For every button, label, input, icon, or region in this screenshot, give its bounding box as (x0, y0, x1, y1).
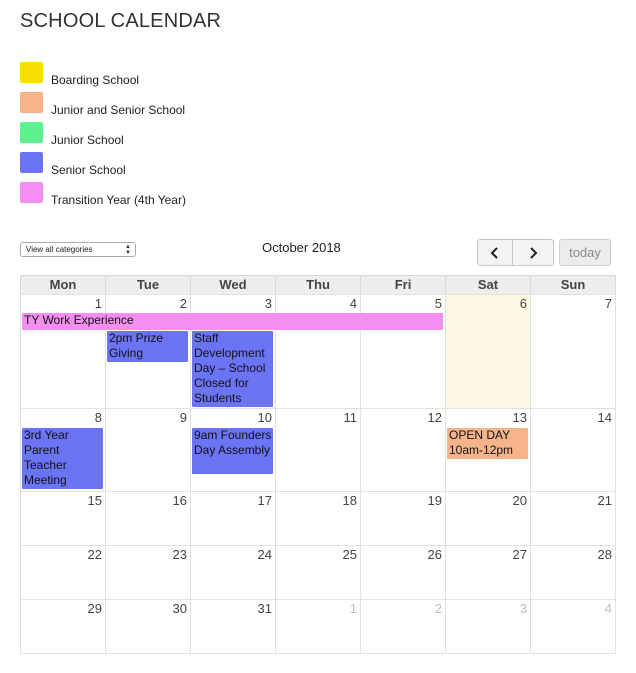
legend-label: Senior School (51, 163, 126, 177)
day-number: 29 (87, 601, 102, 616)
day-number: 12 (427, 410, 442, 425)
day-cell[interactable] (360, 545, 446, 600)
next-month-button[interactable] (513, 239, 554, 266)
day-number: 11 (343, 410, 357, 425)
event-prize-giving[interactable]: 2pm Prize Giving (107, 331, 188, 362)
day-number: 7 (604, 296, 612, 311)
day-number: 4 (604, 601, 612, 616)
day-number: 27 (512, 547, 527, 562)
legend-swatch (20, 92, 43, 113)
legend-swatch (20, 122, 43, 143)
day-number: 21 (597, 493, 612, 508)
day-number: 3 (264, 296, 272, 311)
event-staff-development-day[interactable]: Staff Development Day – School Closed for Students (192, 331, 273, 407)
day-cell[interactable] (190, 545, 276, 600)
event-ty-work-experience[interactable]: TY Work Experience (22, 313, 443, 330)
day-cell[interactable] (20, 599, 106, 654)
page-title: SCHOOL CALENDAR (20, 10, 222, 32)
calendar-grid (20, 275, 616, 654)
day-number: 4 (349, 296, 357, 311)
day-number: 1 (94, 296, 102, 311)
day-number: 2 (434, 601, 442, 616)
category-select[interactable] (20, 242, 136, 257)
event-open-day[interactable]: OPEN DAY 10am-12pm (447, 428, 528, 459)
chevron-right-icon (528, 247, 538, 259)
day-cell[interactable] (530, 408, 616, 492)
day-number: 9 (179, 410, 187, 425)
day-cell[interactable] (105, 491, 191, 546)
day-cell[interactable] (105, 408, 191, 492)
day-cell[interactable] (105, 545, 191, 600)
day-cell[interactable] (20, 294, 106, 409)
day-number: 16 (172, 493, 187, 508)
legend-swatch (20, 182, 43, 203)
event-parent-teacher-meeting[interactable]: 3rd Year Parent Teacher Meeting (22, 428, 103, 489)
day-number: 10 (257, 410, 272, 425)
legend-swatch (20, 62, 43, 83)
event-founders-day[interactable]: 9am Founders Day Assembly (192, 428, 273, 474)
day-cell[interactable] (190, 491, 276, 546)
category-select-value: View all categories (26, 245, 93, 254)
prev-month-button[interactable] (477, 239, 513, 266)
day-cell[interactable] (445, 491, 531, 546)
day-number: 24 (257, 547, 272, 562)
weekday-header: Fri (360, 275, 446, 295)
day-number: 1 (349, 601, 357, 616)
day-cell[interactable] (275, 491, 361, 546)
day-cell[interactable] (530, 545, 616, 600)
day-number: 6 (519, 296, 527, 311)
day-number: 17 (257, 493, 272, 508)
day-cell[interactable] (360, 599, 446, 654)
day-number: 19 (427, 493, 442, 508)
day-number: 23 (172, 547, 187, 562)
day-cell[interactable] (360, 491, 446, 546)
day-cell[interactable] (275, 545, 361, 600)
select-arrows-icon: ▲ ▼ (125, 244, 131, 256)
weekday-header: Sun (530, 275, 616, 295)
day-number: 18 (342, 493, 357, 508)
day-number: 14 (597, 410, 612, 425)
day-cell[interactable] (445, 599, 531, 654)
day-number: 2 (179, 296, 187, 311)
day-number: 28 (597, 547, 612, 562)
day-cell[interactable] (20, 545, 106, 600)
day-number: 5 (434, 296, 442, 311)
day-cell[interactable] (360, 294, 446, 409)
day-number: 30 (172, 601, 187, 616)
weekday-header: Wed (190, 275, 276, 295)
day-cell[interactable] (20, 491, 106, 546)
day-cell[interactable] (190, 599, 276, 654)
today-button[interactable]: today (559, 239, 611, 266)
day-number: 8 (94, 410, 102, 425)
day-cell[interactable] (530, 294, 616, 409)
day-number: 26 (427, 547, 442, 562)
legend-swatch (20, 152, 43, 173)
legend-label: Junior and Senior School (51, 103, 186, 117)
month-title: October 2018 (262, 240, 341, 255)
day-number: 25 (342, 547, 357, 562)
day-cell[interactable] (275, 599, 361, 654)
day-cell[interactable] (360, 408, 446, 492)
weekday-header: Sat (445, 275, 531, 295)
day-cell[interactable] (275, 408, 361, 492)
day-number: 22 (87, 547, 102, 562)
legend-label: Junior School (51, 133, 124, 147)
day-cell[interactable] (445, 294, 531, 409)
day-cell[interactable] (530, 599, 616, 654)
legend-label: Transition Year (4th Year) (51, 193, 186, 207)
weekday-header: Tue (105, 275, 191, 295)
day-cell[interactable] (445, 545, 531, 600)
legend-label: Boarding School (51, 73, 140, 87)
weekday-header: Thu (275, 275, 361, 295)
day-cell[interactable] (275, 294, 361, 409)
day-number: 15 (87, 493, 102, 508)
day-number: 31 (257, 601, 272, 616)
day-cell[interactable] (105, 599, 191, 654)
day-number: 13 (512, 410, 527, 425)
day-cell[interactable] (530, 491, 616, 546)
day-number: 3 (519, 601, 527, 616)
day-number: 20 (512, 493, 527, 508)
weekday-header: Mon (20, 275, 106, 295)
chevron-left-icon (490, 247, 500, 259)
